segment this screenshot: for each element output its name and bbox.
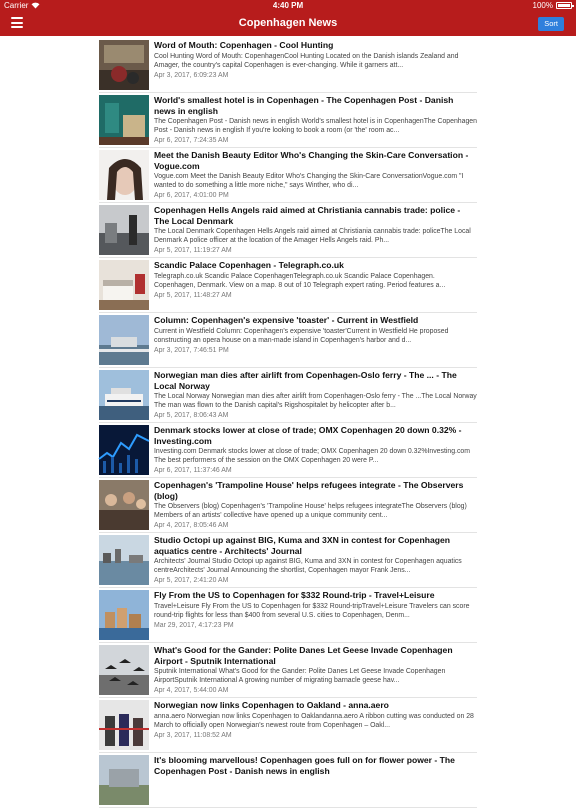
article-row[interactable] xyxy=(99,423,477,478)
article-summary: anna.aero Norwegian now links Copenhagen to Oaklandanna.aero A ribbon cutting was conducted on 28 March to officially open Norwegian's newest route from Copenhagen – Oakl... xyxy=(154,712,474,729)
article-summary: The Observers (blog) Copenhagen's 'Trampoline House' helps refugees integrateThe Observers (blog) Members of an artists' collective have opened up a unique community cent... xyxy=(154,503,467,519)
article-title[interactable]: World's smallest hotel is in Copenhagen - The Copenhagen Post - Danish news in english xyxy=(154,95,454,116)
article-summary: Architects' Journal Studio Octopi up against BIG, Kuma and 3XN in contest for Copenhagen aquatics centreArchitects' Journal Announcing the shortlist, Copenhagen mayor Frank Jens... xyxy=(154,558,462,574)
article-date: Apr 5, 2017, 11:48:27 AM xyxy=(154,291,232,299)
article-row[interactable] xyxy=(99,533,477,588)
article-text xyxy=(154,425,477,475)
article-thumbnail[interactable] xyxy=(99,645,149,695)
sort-button[interactable]: Sort xyxy=(538,17,564,31)
article-text xyxy=(154,700,477,750)
article-thumbnail[interactable] xyxy=(99,755,149,805)
article-row[interactable] xyxy=(99,148,477,203)
article-date: Apr 4, 2017, 8:05:46 AM xyxy=(154,522,229,529)
article-row[interactable] xyxy=(99,203,477,258)
article-row[interactable] xyxy=(99,368,477,423)
article-thumbnail[interactable] xyxy=(99,480,149,530)
article-row[interactable] xyxy=(99,93,477,148)
article-summary: Vogue.com Meet the Danish Beauty Editor Who's Changing the Skin-Care ConversationVogue.com "I wanted to do something a little more niche," says Winther, who di... xyxy=(154,173,464,189)
article-thumbnail[interactable] xyxy=(99,150,149,200)
article-text xyxy=(154,150,477,200)
article-thumbnail[interactable] xyxy=(99,260,149,310)
battery-percent: 100% xyxy=(532,1,553,10)
page-title: Copenhagen News xyxy=(238,17,338,29)
article-row[interactable] xyxy=(99,38,477,93)
article-text xyxy=(154,370,477,420)
article-thumbnail[interactable] xyxy=(99,370,149,420)
article-date: Apr 3, 2017, 7:46:51 PM xyxy=(154,346,229,354)
status-time: 4:40 PM xyxy=(272,1,304,10)
article-row[interactable] xyxy=(99,478,477,533)
article-text xyxy=(154,590,477,640)
article-text xyxy=(154,205,477,255)
article-row[interactable] xyxy=(99,313,477,368)
article-title[interactable]: Copenhagen's 'Trampoline House' helps refugees integrate - The Observers (blog) xyxy=(154,480,464,501)
article-title[interactable]: Norwegian now links Copenhagen to Oakland - anna.aero xyxy=(154,700,389,710)
status-bar xyxy=(0,0,576,12)
carrier-label: Carrier xyxy=(4,1,29,10)
article-title[interactable]: Word of Mouth: Copenhagen - Cool Hunting xyxy=(154,40,334,50)
article-summary: Telegraph.co.uk Scandic Palace CopenhagenTelegraph.co.uk Scandic Palace Copenhagen. Copenhagen, Denmark. View on a map. 8 out of 10 Telegraph expert rating. Period features a... xyxy=(154,272,446,289)
article-thumbnail[interactable] xyxy=(99,425,149,475)
article-thumbnail[interactable] xyxy=(99,590,149,640)
article-date: Apr 4, 2017, 5:44:00 AM xyxy=(154,687,229,694)
article-title[interactable]: Norwegian man dies after airlift from Copenhagen-Oslo ferry - The ... - The Local Norway xyxy=(154,370,457,391)
article-date: Apr 5, 2017, 11:19:27 AM xyxy=(154,247,232,254)
battery-indicator xyxy=(533,1,572,10)
article-title[interactable]: Fly From the US to Copenhagen for $332 Round-trip - Travel+Leisure xyxy=(154,590,435,600)
article-list[interactable] xyxy=(99,38,477,776)
article-summary: The Copenhagen Post - Danish news in english World's smallest hotel is in CopenhagenThe Copenhagen Post - Danish news in english If you're looking to book a room (or 'the' room ac... xyxy=(154,118,477,134)
article-date: Apr 6, 2017, 7:24:35 AM xyxy=(154,137,229,144)
article-row[interactable] xyxy=(99,698,477,753)
article-thumbnail[interactable] xyxy=(99,40,149,90)
article-date: Apr 3, 2017, 6:09:23 AM xyxy=(154,71,229,79)
article-date: Apr 6, 2017, 4:01:00 PM xyxy=(154,192,229,199)
navigation-bar xyxy=(0,12,576,36)
article-text xyxy=(154,315,477,365)
article-summary: Current in Westfield Column: Copenhagen's expensive 'toaster'Current in Westfield He proposed constructing an opera house on a man-made island in Copenhagen's harbor and d... xyxy=(154,327,449,344)
article-thumbnail[interactable] xyxy=(99,95,149,145)
article-row[interactable] xyxy=(99,643,477,698)
article-text xyxy=(154,40,477,90)
article-row[interactable] xyxy=(99,753,477,808)
article-title[interactable]: Copenhagen Hells Angels raid aimed at Christiania cannabis trade: police - The Local Denmark xyxy=(154,205,461,226)
article-summary: Sputnik International What's Good for the Gander: Polite Danes Let Geese Invade Copenhagen AirportSputnik International A growing number of migrating barnacle geese hav... xyxy=(154,668,446,684)
article-date: Mar 29, 2017, 4:17:23 PM xyxy=(154,621,234,629)
article-thumbnail[interactable] xyxy=(99,315,149,365)
article-text xyxy=(154,260,477,310)
article-summary: The Local Denmark Copenhagen Hells Angels raid aimed at Christiania cannabis trade: policeThe Local Denmark A police officer at the location of the Amager Hells Angels raid. Ph... xyxy=(154,228,471,244)
article-summary: Cool Hunting Word of Mouth: CopenhagenCool Hunting Located on the Danish islands Zealand and Amager, the country's capital Copenhagen is ever-changing. While it garners att... xyxy=(154,52,459,69)
article-title[interactable]: It's blooming marvellous! Copenhagen goes full on for flower power - The Copenhagen Post - Danish news in english xyxy=(154,755,455,776)
article-title[interactable]: Column: Copenhagen's expensive 'toaster' - Current in Westfield xyxy=(154,315,419,325)
article-thumbnail[interactable] xyxy=(99,700,149,750)
article-row[interactable] xyxy=(99,258,477,313)
article-title[interactable]: Denmark stocks lower at close of trade; OMX Copenhagen 20 down 0.32% - Investing.com xyxy=(154,425,462,446)
article-title[interactable]: Scandic Palace Copenhagen - Telegraph.co.uk xyxy=(154,260,344,270)
battery-icon xyxy=(556,2,572,9)
article-summary: Investing.com Denmark stocks lower at close of trade; OMX Copenhagen 20 down 0.32%Investing.com The best performers of the session on the OMX Copenhagen 20 were P... xyxy=(154,448,470,464)
article-date: Apr 3, 2017, 11:08:52 AM xyxy=(154,731,232,739)
article-date: Apr 6, 2017, 11:37:46 AM xyxy=(154,467,232,474)
article-thumbnail[interactable] xyxy=(99,535,149,585)
article-row[interactable] xyxy=(99,588,477,643)
article-title[interactable]: What's Good for the Gander: Polite Danes Let Geese Invade Copenhagen Airport - Sputnik International xyxy=(154,645,453,666)
article-summary: Travel+Leisure Fly From the US to Copenhagen for $332 Round-tripTravel+Leisure Travelers can score round-trip flights for less than $400 from several U.S. cities to Copenhagen, Denm... xyxy=(154,602,470,619)
article-text xyxy=(154,645,477,695)
article-summary: The Local Norway Norwegian man dies after airlift from Copenhagen-Oslo ferry - The ...The Local Norway The man was flown to the Danish capital's Rigshospitalet by helicopter after b... xyxy=(154,393,477,409)
article-text xyxy=(154,755,477,805)
article-title[interactable]: Meet the Danish Beauty Editor Who's Changing the Skin-Care Conversation - Vogue.com xyxy=(154,150,469,171)
article-text xyxy=(154,95,477,145)
article-date: Apr 5, 2017, 2:41:20 AM xyxy=(154,577,229,584)
article-date: Apr 5, 2017, 8:06:43 AM xyxy=(154,412,229,419)
article-text xyxy=(154,480,477,530)
article-thumbnail[interactable] xyxy=(99,205,149,255)
article-title[interactable]: Studio Octopi up against BIG, Kuma and 3XN in contest for Copenhagen aquatics centre - Architects' Journal xyxy=(154,535,451,556)
article-text xyxy=(154,535,477,585)
